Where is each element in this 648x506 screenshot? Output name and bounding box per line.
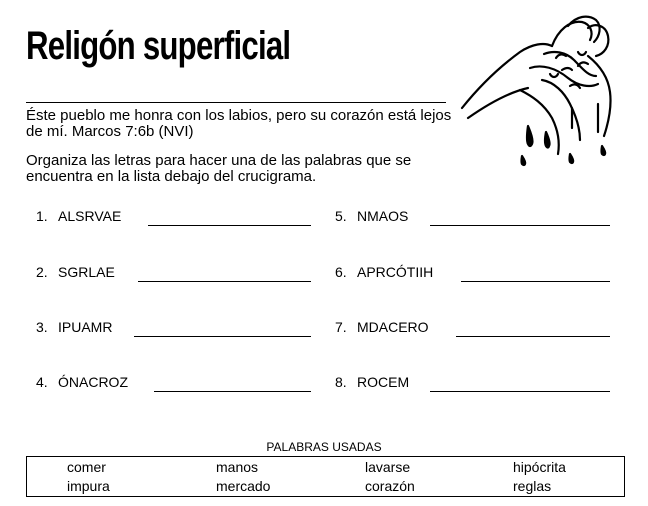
answer-line-7[interactable] [456, 336, 610, 337]
word-list-item: manos [216, 459, 259, 475]
puzzle-number: 5. [335, 208, 347, 224]
word-list-item: lavarse [365, 459, 411, 475]
answer-line-2[interactable] [138, 281, 311, 282]
puzzle-number: 4. [36, 374, 48, 390]
word-list-item: hipócrita [513, 459, 566, 475]
puzzle-item-2 [36, 264, 115, 280]
word-list-item: impura [67, 478, 110, 494]
scrambled-word: ÓNACROZ [58, 374, 128, 390]
instructions-text: Organiza las letras para hacer una de las palabras que se encuentra en la lista debajo del crucigrama. [26, 152, 412, 185]
puzzle-number: 8. [335, 374, 347, 390]
page-title: Religón superficial [26, 24, 291, 68]
puzzle-number: 3. [36, 319, 48, 335]
title-divider [26, 102, 446, 103]
answer-line-8[interactable] [430, 391, 610, 392]
puzzle-item-1 [36, 208, 121, 224]
scrambled-word: IPUAMR [58, 319, 113, 335]
puzzle-number: 6. [335, 264, 347, 280]
scrambled-word: ALSRVAE [58, 208, 122, 224]
puzzle-item-5 [335, 208, 408, 224]
bible-verse: Éste pueblo me honra con los labios, pero su corazón está lejos de mí. Marcos 7:6b (NVI) [26, 107, 452, 140]
puzzle-number: 1. [36, 208, 48, 224]
puzzle-item-3 [36, 319, 112, 335]
puzzle-item-8 [335, 374, 409, 390]
word-list-item: mercado [216, 478, 271, 494]
scrambled-word: ROCEM [357, 374, 410, 390]
puzzle-item-4 [36, 374, 128, 390]
washing-hands-icon [458, 8, 618, 178]
scrambled-word: MDACERO [357, 319, 429, 335]
used-words-title: PALABRAS USADAS [266, 440, 382, 454]
scrambled-word: SGRLAE [58, 264, 115, 280]
answer-line-3[interactable] [134, 336, 311, 337]
word-list-item: comer [67, 459, 106, 475]
scrambled-word: APRCÓTIIH [357, 264, 434, 280]
answer-line-5[interactable] [430, 225, 610, 226]
answer-line-6[interactable] [461, 281, 610, 282]
word-list-item: reglas [513, 478, 552, 494]
scrambled-word: NMAOS [357, 208, 409, 224]
puzzle-number: 2. [36, 264, 48, 280]
puzzle-item-7 [335, 319, 429, 335]
answer-line-1[interactable] [148, 225, 311, 226]
puzzle-number: 7. [335, 319, 347, 335]
used-words-box [26, 456, 625, 497]
word-list-item: corazón [365, 478, 415, 494]
answer-line-4[interactable] [154, 391, 311, 392]
puzzle-item-6 [335, 264, 433, 280]
